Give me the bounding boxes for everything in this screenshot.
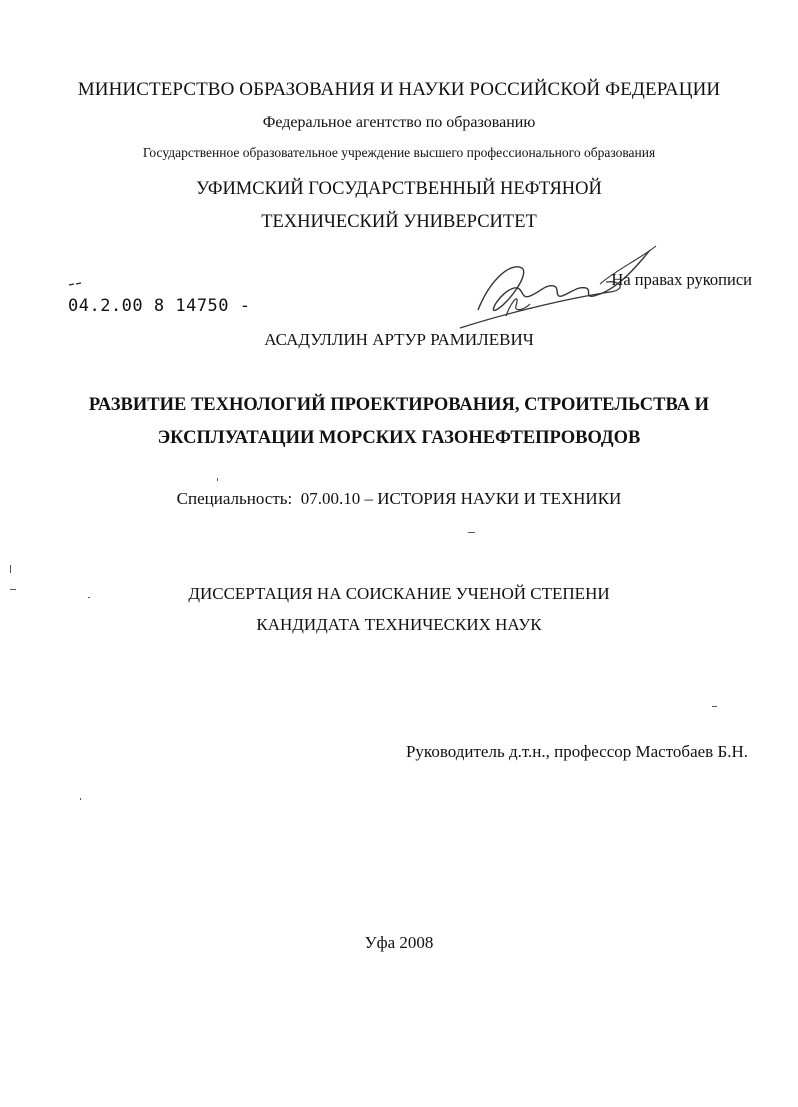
university-name-line1: УФИМСКИЙ ГОСУДАРСТВЕННЫЙ НЕФТЯНОЙ: [196, 179, 602, 199]
scan-speck: [217, 478, 218, 481]
scan-speck: [468, 532, 475, 533]
thesis-title-line1: РАЗВИТИЕ ТЕХНОЛОГИЙ ПРОЕКТИРОВАНИЯ, СТРОИТЕЛЬСТВА И: [88, 395, 710, 415]
scan-speck: [10, 565, 11, 573]
city-year: Уфа 2008: [364, 933, 434, 952]
supervisor-line: Руководитель д.т.н., профессор Мастобаев Б.Н.: [405, 742, 748, 761]
thesis-title-line2: ЭКСПЛУАТАЦИИ МОРСКИХ ГАЗОНЕФТЕПРОВОДОВ: [157, 428, 641, 448]
scan-speck: [712, 706, 717, 707]
institution-heading: Государственное образовательное учреждение высшего профессионального образования: [142, 145, 656, 160]
scan-speck: [10, 589, 16, 590]
specialty-line: [0, 489, 798, 509]
agency-heading: Федеральное агентство по образованию: [262, 114, 536, 131]
manuscript-rights-note: На правах рукописи: [611, 270, 752, 289]
university-name-line2: ТЕХНИЧЕСКИЙ УНИВЕРСИТЕТ: [261, 212, 537, 232]
specialty-value: 07.00.10 – ИСТОРИЯ НАУКИ И ТЕХНИКИ: [300, 489, 622, 508]
dissertation-line1: ДИССЕРТАЦИЯ НА СОИСКАНИЕ УЧЕНОЙ СТЕПЕНИ: [188, 584, 610, 603]
archive-code: 04.2.00 8 14750 -: [68, 296, 251, 316]
dissertation-line2: КАНДИДАТА ТЕХНИЧЕСКИХ НАУК: [256, 615, 542, 634]
archive-mark-icon: [68, 280, 82, 288]
scan-speck: [88, 597, 90, 598]
author-name: АСАДУЛЛИН АРТУР РАМИЛЕВИЧ: [264, 330, 534, 349]
specialty-label: Специальность:: [176, 489, 293, 508]
ministry-heading: МИНИСТЕРСТВО ОБРАЗОВАНИЯ И НАУКИ РОССИЙСКОЙ ФЕДЕРАЦИИ: [77, 79, 721, 100]
scan-speck: [80, 798, 81, 800]
